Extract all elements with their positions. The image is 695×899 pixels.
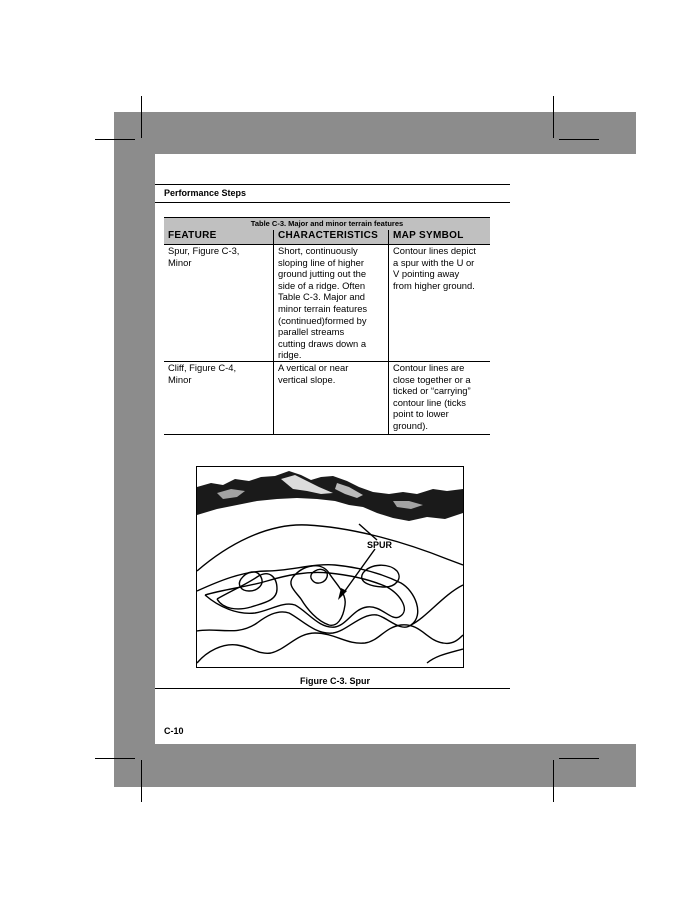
column-header-map-symbol: MAP SYMBOL <box>389 230 491 245</box>
contour-line <box>427 649 463 663</box>
spur-figure <box>196 466 464 668</box>
cell-feature: Cliff, Figure C-4, Minor <box>164 362 274 435</box>
table-caption: Table C-3. Major and minor terrain features <box>164 218 490 231</box>
header-rule-top <box>155 184 510 185</box>
spur-pointer-arrow <box>342 549 375 595</box>
contour-line <box>197 565 418 633</box>
table-row <box>164 362 490 435</box>
cell-map-symbol: Contour lines are close together or a ticked or “carrying” contour line (ticks point to lower ground). <box>389 362 491 435</box>
contour-line <box>205 572 404 627</box>
column-header-characteristics: CHARACTERISTICS <box>274 230 389 245</box>
crop-mark <box>553 96 554 138</box>
crop-mark <box>141 96 142 138</box>
table-row <box>164 245 490 362</box>
cell-characteristics: Short, continuously sloping line of higher ground jutting out the side of a ridge. Often Table C-3. Major and minor terrain features (continued)formed by parallel streams cutting draws down a ridge. <box>274 245 389 362</box>
contour-line <box>311 569 327 583</box>
crop-mark <box>95 139 135 140</box>
column-header-feature: FEATURE <box>164 230 274 245</box>
contour-line <box>411 585 463 625</box>
cell-feature: Spur, Figure C-3, Minor <box>164 245 274 362</box>
terrain-features-table <box>164 217 490 435</box>
spur-illustration <box>197 467 463 667</box>
page-number: C-10 <box>164 726 184 736</box>
crop-mark <box>95 758 135 759</box>
crop-mark <box>141 760 142 802</box>
footer-rule <box>155 688 510 689</box>
section-title: Performance Steps <box>164 188 247 198</box>
figure-caption: Figure C-3. Spur <box>299 676 370 686</box>
header-rule-bottom <box>155 202 510 203</box>
crop-mark <box>559 139 599 140</box>
cell-characteristics: A vertical or near vertical slope. <box>274 362 389 435</box>
crop-mark <box>559 758 599 759</box>
contour-line <box>291 566 345 626</box>
spur-label: SPUR <box>367 540 393 550</box>
crop-mark <box>553 760 554 802</box>
cell-map-symbol: Contour lines depict a spur with the U or V pointing away from higher ground. <box>389 245 491 362</box>
